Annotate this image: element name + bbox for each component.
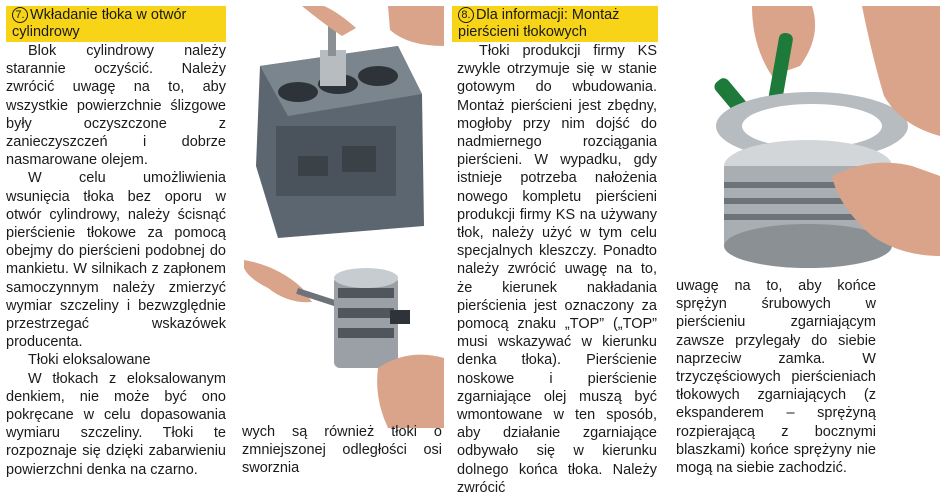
section-8-title: Dla informacji: Montaż pierścieni tłokowych <box>458 7 620 40</box>
section-8-paragraph: Tłoki produkcji firmy KS zwykle otrzymuje się w stanie gotowym do wbudowania. Montaż pierścieni jest zbędny, mogłoby przy nim dojść do nadmiernego rozciągania pierścieni. W wypadku, gdy istnieje potrzeba nałożenia nowego kompletu pierścieni produkcji firmy KS na używany tłok, należy użyć w tym celu specjalnych kleszczy. Ponadto należy zwrócić uwagę na to, że kierunek nakładania pierścienia jest oznaczony za pomocą znaku „TOP” („TOP” musi wskazywać w kierunku denka tłoka). Pierścienie noskowe i pierścienie zgarniające olej muszą być wmontowane w ten sposób, aby działanie zgarniające odbywało się w kierunku dolnego końca tłoka. Należy zwrócić <box>457 43 657 496</box>
section-7-paragraph: Blok cylindrowy należy starannie oczyścić. Należy zwrócić uwagę na to, aby wszystkie powierzchnie ślizgowe były oczyszczone z zanieczyszczeń i dobrze nasmarowane olejem. <box>6 43 226 169</box>
section-7-heading <box>6 6 226 42</box>
section-7-continuation-text: wych są również tłoki o zmniejszonej odległości osi sworznia <box>242 424 442 477</box>
section-8-continuation <box>676 277 876 477</box>
ring-compressor-photo <box>238 248 444 428</box>
ring-pliers-photo <box>672 6 940 274</box>
section-8-heading <box>452 6 658 42</box>
section-7-subheading: Tłoki eloksalowane <box>28 352 151 369</box>
section-8-number: 8. <box>458 7 474 23</box>
section-7-number: 7. <box>12 7 28 23</box>
section-7-continuation <box>242 423 442 478</box>
section-8-body <box>457 42 657 497</box>
engine-block-photo <box>238 6 444 238</box>
section-7-body <box>6 42 226 479</box>
section-7-paragraph: W tłokach z eloksalowanym denkiem, nie może być ono pokręcane w celu dopasowania wymiaru szczeliny. Tłoki te rozpoznaje się dzięki zabarwieniu powierzchni denka na czarno. <box>6 370 226 478</box>
section-7-paragraph: W celu umożliwienia wsunięcia tłoka bez oporu w otwór cylindrowy, należy ścisnąć pierścienie tłokowe za pomocą obejmy do pierścieni podobnej do mankietu. W silnikach z zapłonem samoczynnym należy zmierzyć wymiar szczeliny i bezwzględnie przestrzegać wskazówek producenta. <box>6 170 226 351</box>
section-8-continuation-text: uwagę na to, aby końce sprężyn śrubowych w pierścieniu zgarniającym zawsze przylegały do siebie naprzeciw zamka. W trzyczęściowych pierścieniach tłokowych zgarniających (z ekspanderem – sprężyną rozpierającą z bocznymi blaszkami) końce sprężyny nie mogą na siebie zachodzić. <box>676 278 876 477</box>
section-7-title: Wkładanie tłoka w otwór cylindrowy <box>12 7 187 40</box>
